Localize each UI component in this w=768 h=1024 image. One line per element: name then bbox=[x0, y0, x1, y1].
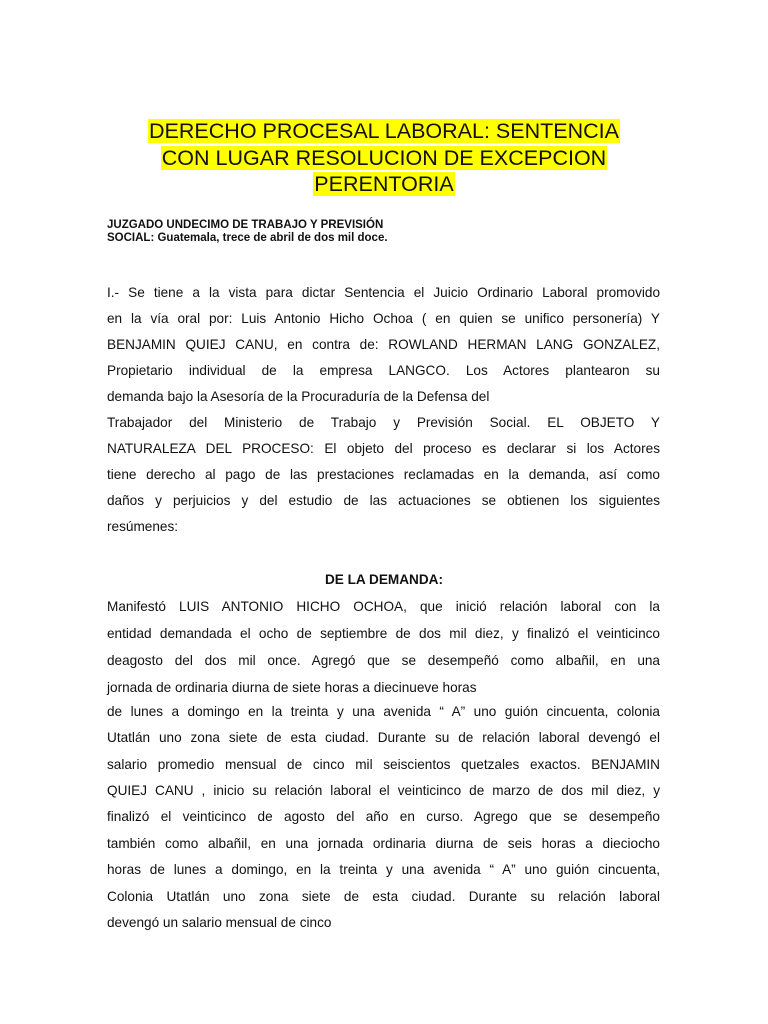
text-line: I.- Se tiene a la vista para dictar Sentencia el Juicio Ordinario Laboral promovido bbox=[107, 285, 660, 300]
text-line: Utatlán uno zona siete de esta ciudad. Durante su de relación laboral devengó el bbox=[107, 730, 660, 745]
court-line: JUZGADO UNDECIMO DE TRABAJO Y PREVISIÓN bbox=[107, 219, 384, 231]
text-line: resúmenes: bbox=[107, 519, 179, 534]
text-line: Propietario individual de la empresa LANGCO. Los Actores plantearon su bbox=[107, 363, 660, 378]
text-line: de lunes a domingo en la treinta y una avenida “ A” uno guión cincuenta, colonia bbox=[107, 704, 660, 719]
section-heading: DE LA DEMANDA: bbox=[324, 572, 444, 587]
text-line: tiene derecho al pago de las prestaciones reclamadas en la demanda, así como bbox=[107, 467, 660, 482]
text-line: Colonia Utatlán uno zona siete de esta ciudad. Durante su relación laboral bbox=[107, 889, 660, 904]
text-line: demanda bajo la Asesoría de la Procuraduría de la Defensa del bbox=[107, 389, 490, 404]
text-line: Manifestó LUIS ANTONIO HICHO OCHOA, que inició relación laboral con la bbox=[107, 599, 660, 614]
text-line: finalizó el veinticinco de agosto del año en curso. Agrego que se desempeño bbox=[107, 809, 660, 824]
text-line: entidad demandada el ocho de septiembre de dos mil diez, y finalizó el veinticinco bbox=[107, 626, 660, 641]
document-title bbox=[0, 118, 768, 198]
court-header bbox=[107, 219, 447, 245]
title-line: PERENTORIA bbox=[314, 172, 454, 196]
text-line: en la vía oral por: Luis Antonio Hicho Ochoa ( en quien se unifico personería) Y bbox=[107, 311, 660, 326]
text-line: salario promedio mensual de cinco mil seiscientos quetzales exactos. BENJAMIN bbox=[107, 757, 660, 772]
text-line: jornada de ordinaria diurna de siete horas a diecinueve horas bbox=[107, 680, 477, 695]
title-line: CON LUGAR RESOLUCION DE EXCEPCION bbox=[161, 145, 607, 170]
title-line: DERECHO PROCESAL LABORAL: SENTENCIA bbox=[149, 119, 619, 143]
court-line: SOCIAL: Guatemala, trece de abril de dos mil doce. bbox=[107, 232, 388, 244]
text-line: daños y perjuicios y del estudio de las actuaciones se obtienen los siguientes bbox=[107, 493, 660, 508]
text-line: NATURALEZA DEL PROCESO: El objeto del proceso es declarar si los Actores bbox=[107, 441, 660, 456]
text-line: QUIEJ CANU , inicio su relación laboral el veinticinco de marzo de dos mil diez, y bbox=[107, 783, 660, 798]
text-line: Trabajador del Ministerio de Trabajo y Previsión Social. EL OBJETO Y bbox=[107, 415, 660, 430]
text-line: horas de lunes a domingo, en la treinta y una avenida “ A” uno guión cincuenta, bbox=[107, 862, 660, 877]
text-line: devengó un salario mensual de cinco bbox=[107, 915, 332, 930]
text-line: también como albañil, en una jornada ordinaria diurna de seis horas a dieciocho bbox=[107, 836, 660, 851]
text-line: BENJAMIN QUIEJ CANU, en contra de: ROWLAND HERMAN LANG GONZALEZ, bbox=[107, 337, 660, 352]
text-line: deagosto del dos mil once. Agregó que se desempeñó como albañil, en una bbox=[107, 653, 660, 668]
